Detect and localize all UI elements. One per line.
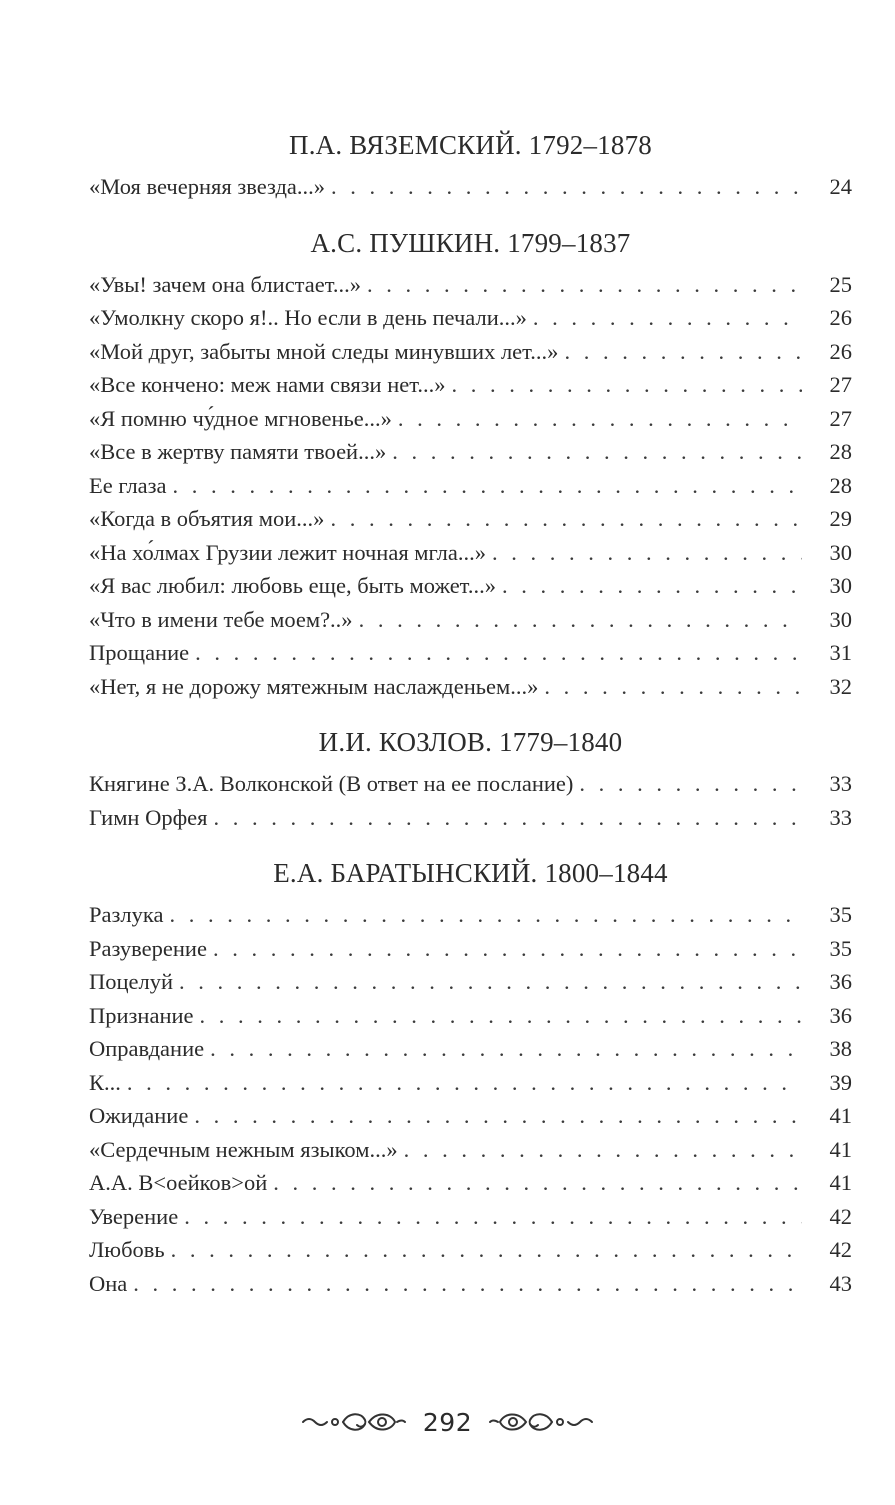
toc-entry-page: 29 [829,506,852,531]
toc-entry [89,898,852,932]
toc-entry-title: Признание [89,1002,194,1028]
toc-entry-page: 33 [829,771,852,796]
toc-entry-page: 25 [829,271,852,297]
toc-entry-title: Разлука [89,902,164,927]
toc-entry-title: Ожидание [89,1103,189,1128]
toc-entry-page: 24 [829,174,852,199]
toc-section [89,856,852,1300]
toc-entry-page: 39 [829,1069,852,1095]
dot-leader [330,502,802,536]
toc-entry [89,1233,852,1267]
dot-leader [398,402,802,436]
flourish-ornament-icon [486,1407,596,1437]
toc-entry-title: Разуверение [89,935,207,961]
toc-entry-list [89,898,852,1300]
page-number: 292 [422,1407,473,1437]
dot-leader [133,1267,802,1301]
toc-entry [89,502,852,536]
dot-leader [127,1066,802,1100]
toc-entry-title: «Когда в объятия мои...» [89,506,325,531]
dot-leader [213,932,802,966]
toc-entry-page: 41 [829,1103,852,1128]
toc-entry-page: 30 [829,539,852,565]
toc-entry [89,1267,852,1301]
toc-entry [89,1166,852,1200]
flourish-ornament-icon [299,1407,409,1437]
toc-entry-title: «Все в жертву памяти твоей...» [89,439,387,464]
dot-leader [179,965,802,999]
dot-leader [194,1099,802,1133]
toc-entry [89,636,852,670]
toc-entry [89,1099,852,1133]
page-footer [0,1407,895,1437]
toc-entry-page: 33 [829,804,852,830]
toc-entry-page: 32 [829,673,852,699]
toc-entry [89,1200,852,1234]
section-author-heading: Е.А. БАРАТЫНСКИЙ. 1800–1844 [273,858,668,888]
dot-leader [195,636,802,670]
toc-entry-list [89,170,852,204]
dot-leader [184,1200,802,1234]
dot-leader [200,999,802,1033]
toc-entry-page: 38 [829,1036,852,1061]
toc-entry [89,1133,852,1167]
toc-entry-title: «Я вас любил: любовь еще, быть может...» [89,573,496,598]
dot-leader [544,670,802,704]
dot-leader [273,1166,802,1200]
toc-entry-list [89,268,852,704]
dot-leader [171,1233,802,1267]
toc-entry-title: «Сердечным нежным языком...» [89,1136,398,1162]
toc-entry-page: 28 [829,439,852,464]
toc-entry-title: Оправдание [89,1036,205,1061]
toc-entry-page: 30 [829,573,852,598]
section-author-heading: А.С. ПУШКИН. 1799–1837 [310,227,631,258]
toc-entry-page: 36 [829,1002,852,1028]
table-of-contents [89,128,852,1300]
toc-entry [89,801,852,835]
toc-entry [89,932,852,966]
toc-entry-page: 41 [829,1170,852,1195]
toc-section [89,226,852,704]
toc-entry-page: 30 [829,606,852,632]
toc-entry-page: 35 [829,902,852,927]
dot-leader [579,767,802,801]
toc-entry-title: Княгине З.А. Волконской (В ответ на ее послание) [89,771,574,796]
toc-entry [89,301,852,335]
toc-entry-title: Гимн Орфея [89,804,208,830]
toc-entry-title: «Все кончено: меж нами связи нет...» [89,372,446,397]
toc-entry-title: А.А. В<оейков>ой [89,1170,268,1195]
dot-leader [331,170,802,204]
section-author-heading: П.А. ВЯЗЕМСКИЙ. 1792–1878 [289,130,652,160]
toc-entry [89,170,852,204]
toc-entry-page: 28 [829,472,852,498]
toc-entry [89,569,852,603]
dot-leader [169,898,802,932]
toc-section [89,128,852,204]
toc-section [89,725,852,834]
dot-leader [214,801,802,835]
toc-entry [89,767,852,801]
dot-leader [359,603,802,637]
toc-entry-page: 31 [829,640,852,665]
toc-entry-page: 26 [829,305,852,330]
toc-entry-title: Прощание [89,640,190,665]
toc-entry [89,469,852,503]
toc-entry-page: 27 [829,405,852,431]
dot-leader [502,569,802,603]
toc-entry [89,1066,852,1100]
toc-entry-page: 43 [829,1270,852,1296]
toc-entry-title: Любовь [89,1237,165,1262]
toc-entry [89,368,852,402]
dot-leader [492,536,802,570]
toc-entry-title: «Увы! зачем она блистает...» [89,271,362,297]
toc-entry [89,435,852,469]
toc-entry [89,335,852,369]
toc-entry [89,1032,852,1066]
toc-entry-title: «Что в имени тебе моем?..» [89,606,353,632]
toc-entry [89,965,852,999]
toc-entry-title: «Умолкну скоро я!.. Но если в день печали...» [89,305,527,330]
toc-entry-page: 35 [829,935,852,961]
toc-entry-title: «Я помню чу́дное мгновенье...» [89,405,392,431]
toc-entry-page: 36 [829,969,852,994]
dot-leader [452,368,802,402]
toc-entry-page: 41 [829,1136,852,1162]
dot-leader [392,435,802,469]
section-author-heading: И.И. КОЗЛОВ. 1779–1840 [318,727,623,757]
toc-entry [89,670,852,704]
dot-leader [173,469,802,503]
dot-leader [533,301,802,335]
toc-entry-title: «На хо́лмах Грузии лежит ночная мгла...» [89,539,486,565]
toc-entry-page: 27 [829,372,852,397]
toc-entry-title: «Мой друг, забыты мной следы минувших лет...» [89,338,559,364]
toc-entry-page: 26 [829,338,852,364]
toc-entry-title: «Нет, я не дорожу мятежным наслажденьем...» [89,673,539,699]
toc-entry-title: Поцелуй [89,969,174,994]
toc-entry [89,536,852,570]
dot-leader [210,1032,802,1066]
toc-entry [89,402,852,436]
toc-entry-title: «Моя вечерняя звезда...» [89,174,326,199]
toc-entry-page: 42 [829,1203,852,1229]
toc-entry-list [89,767,852,834]
toc-entry-title: Ее глаза [89,472,167,498]
toc-entry [89,999,852,1033]
toc-entry-title: Она [89,1270,128,1296]
toc-entry-page: 42 [829,1237,852,1262]
dot-leader [564,335,802,369]
toc-entry [89,603,852,637]
toc-entry-title: К... [89,1069,121,1095]
dot-leader [367,268,802,302]
toc-entry-title: Уверение [89,1203,179,1229]
dot-leader [404,1133,802,1167]
toc-entry [89,268,852,302]
